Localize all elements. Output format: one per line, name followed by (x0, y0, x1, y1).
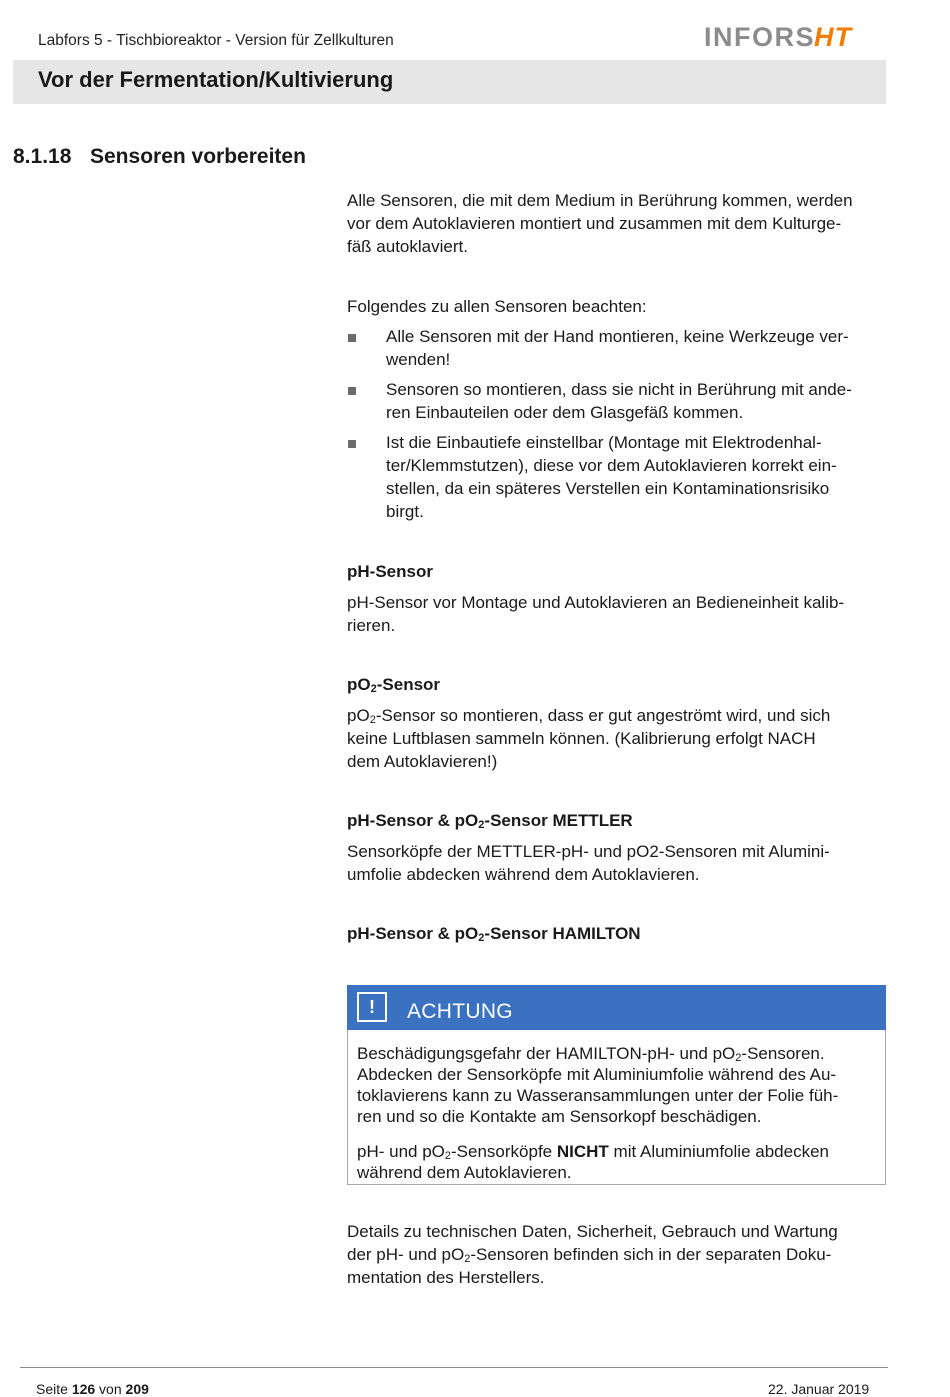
notice-line: pH- und $pO_2$-Sensorköpfe NICHT mit Aluminiumfolie abdecken (357, 1142, 829, 1162)
page-number: Seite 126 von 209 (36, 1381, 149, 1397)
notice-paragraph-1 (357, 1043, 877, 1127)
bullet-line: Alle Sensoren mit der Hand montieren, keine Werkzeuge ver- (386, 327, 849, 346)
po2-sensor-heading: $pO_2$-Sensor (347, 675, 441, 695)
notice-line: während dem Autoklavieren. (357, 1163, 572, 1182)
notes-lead: Folgendes zu allen Sensoren beachten: (347, 297, 647, 316)
mettler-line: umfolie abdecken während dem Autoklavieren. (347, 865, 700, 884)
notice-line: Abdecken der Sensorköpfe mit Aluminiumfolie während des Au- (357, 1065, 837, 1084)
details-line: mentation des Herstellers. (347, 1268, 545, 1287)
po2-sensor-line: dem Autoklavieren!) (347, 752, 498, 771)
exclamation-icon: ! (357, 992, 387, 1022)
section-heading (13, 145, 306, 169)
document-title: Labfors 5 - Tischbioreaktor - Version für Zellkulturen (38, 32, 394, 49)
notice-paragraph-2 (357, 1141, 877, 1183)
bullet-square-icon (348, 334, 356, 342)
bullet-line: stellen, da ein späteres Verstellen ein Kontaminationsrisiko (386, 479, 830, 498)
details-paragraph (347, 1220, 887, 1289)
chapter-title: Vor der Fermentation/Kultivierung (38, 67, 394, 92)
bullet-item (386, 431, 886, 523)
po2-sensor-line: keine Luftblasen sammeln können. (Kalibrierung erfolgt NACH (347, 729, 816, 748)
section-number: 8.1.18 (13, 145, 72, 168)
bullet-line: Sensoren so montieren, dass sie nicht in Berührung mit ande- (386, 380, 852, 399)
bullet-square-icon (348, 440, 356, 448)
ph-sensor-line: rieren. (347, 616, 396, 635)
po2-sensor-line: $pO_2$-Sensor so montieren, dass er gut angeströmt wird, und sich (347, 706, 831, 726)
intro-line: fäß autoklaviert. (347, 237, 468, 256)
mettler-line: Sensorköpfe der METTLER-pH- und pO2-Sensoren mit Alumini- (347, 842, 830, 861)
footer-date: 22. Januar 2019 (768, 1381, 870, 1397)
footer-divider (20, 1367, 888, 1368)
hamilton-heading: pH-Sensor & $pO_2$-Sensor HAMILTON (347, 924, 641, 944)
bullet-square-icon (348, 387, 356, 395)
bullet-line: ter/Klemmstutzen), diese vor dem Autoklavieren korrekt ein- (386, 456, 837, 475)
intro-line: vor dem Autoklavieren montiert und zusammen mit dem Kulturge- (347, 214, 842, 233)
mettler-text (347, 840, 887, 886)
ph-sensor-line: pH-Sensor vor Montage und Autoklavieren an Bedieneinheit kalib- (347, 593, 845, 612)
po2-sensor-text (347, 704, 887, 773)
bullet-line: birgt. (386, 502, 424, 521)
bullet-item (386, 325, 886, 371)
ph-sensor-text (347, 591, 887, 637)
bullet-item (386, 378, 886, 424)
logo-text-ht: HT (814, 22, 852, 52)
bullet-line: wenden! (386, 350, 451, 369)
mettler-heading: pH-Sensor & $pO_2$-Sensor METTLER (347, 811, 633, 831)
bullet-line: ren Einbauteilen oder dem Glasgefäß kommen. (386, 403, 744, 422)
infors-ht-logo (704, 18, 864, 54)
intro-paragraph (347, 189, 887, 258)
ph-sensor-heading: pH-Sensor (347, 562, 433, 581)
notice-line: ren und so die Kontakte am Sensorkopf beschädigen. (357, 1107, 762, 1126)
logo-text-infors: INFORS (704, 22, 816, 52)
bullet-line: Ist die Einbautiefe einstellbar (Montage mit Elektrodenhal- (386, 433, 822, 452)
notice-line: Beschädigungsgefahr der HAMILTON-pH- und $pO_2$-Sensoren. (357, 1044, 825, 1064)
details-line: der pH- und $pO_2$-Sensoren befinden sich in der separaten Doku- (347, 1245, 832, 1265)
notice-line: toklavierens kann zu Wasseransammlungen unter der Folie füh- (357, 1086, 839, 1105)
notice-title: ACHTUNG (407, 1000, 513, 1023)
details-line: Details zu technischen Daten, Sicherheit, Gebrauch und Wartung (347, 1222, 838, 1241)
intro-line: Alle Sensoren, die mit dem Medium in Berührung kommen, werden (347, 191, 853, 210)
section-title: Sensoren vorbereiten (90, 145, 306, 168)
